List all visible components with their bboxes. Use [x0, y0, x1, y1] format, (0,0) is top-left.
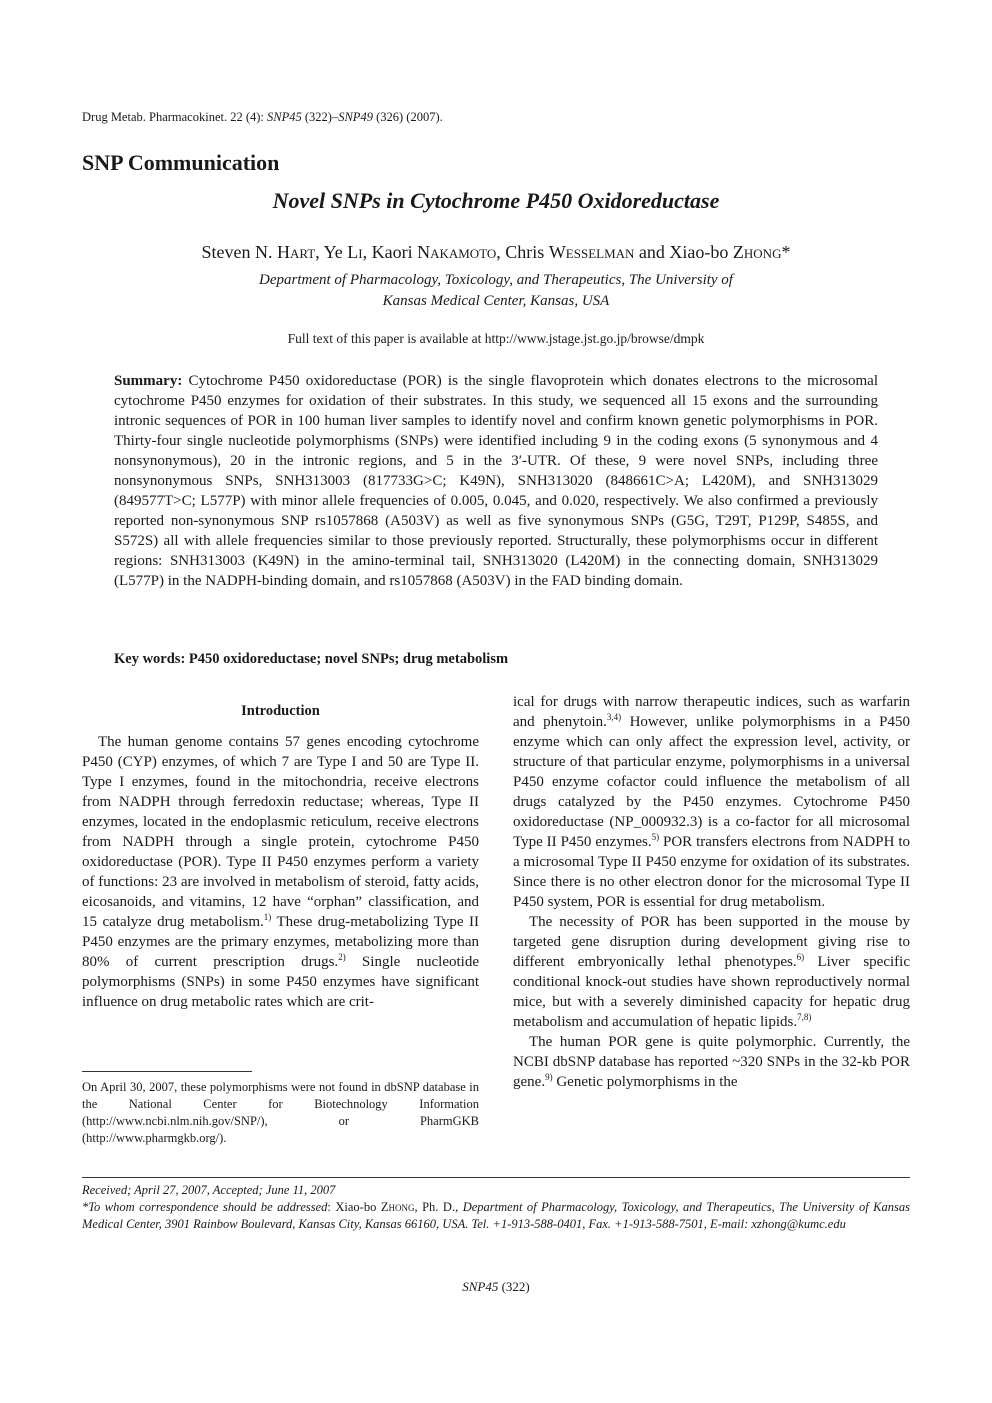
reference-marker: 1) [263, 912, 272, 922]
author-surname: Zhong [732, 242, 782, 262]
paragraph-text: Liver specific conditional knock-out studies have shown reproductively normal mice, but with a severely diminished capacity for hepatic drug metabolism and accumulation of hepatic lipids. [513, 954, 910, 1030]
intro-paragraph-1 [82, 732, 479, 1012]
correspondence-label: *To whom correspondence should be addressed [82, 1200, 328, 1214]
author-text: , Ye [315, 242, 348, 262]
paragraph-text: The human genome contains 57 genes encoding cytochrome P450 (CYP) enzymes, of which 7 are Type I and 50 are Type II. Type I enzymes, found in the mitochondria, receive electrons from NADPH through ferredoxin reductase; whereas, Type II enzymes, located in the endoplasmic reticulum, receive electrons from NADPH through a single protein, cytochrome P450 oxidoreductase (POR). Type II P450 enzymes perform a variety of functions: 23 are involved in metabolism of steroid, fatty acids, eicosanoids, and vitamins, 12 have “orphan” classification, and 15 catalyze drug metabolism. [82, 734, 479, 930]
citation-first-page: SNP45 [267, 110, 302, 124]
author-surname: Nakamoto [417, 242, 497, 262]
author-surname: Hart [277, 242, 316, 262]
journal-citation [82, 110, 443, 125]
author-text: , Kaori [362, 242, 418, 262]
reference-marker: 6) [796, 952, 805, 962]
reference-marker: 2) [338, 952, 346, 962]
bottom-rule [82, 1177, 910, 1178]
paragraph-text: The necessity of POR has been supported in the mouse by targeted gene disruption during development giving rise to different embryonically lethal phenotypes. [513, 914, 910, 970]
reference-marker: 7,8) [797, 1012, 812, 1022]
footnote-rule [82, 1071, 252, 1072]
introduction-heading: Introduction [241, 703, 320, 719]
summary [114, 371, 878, 591]
reference-marker: 5) [651, 832, 660, 842]
corresponding-star: * [781, 242, 791, 262]
author-text: Steven N. [201, 242, 278, 262]
footnote: On April 30, 2007, these polymorphisms were not found in dbSNP database in the National Center for Biotechnology Information (http://www.ncbi.nlm.nih.gov/SNP/), or PharmGKB (http://www.pharmgkb.org/). [82, 1080, 479, 1145]
fulltext-note: Full text of this paper is available at http://www.jstage.jst.go.jp/browse/dmpk [287, 331, 705, 346]
paragraph-text: Single nucleotide polymorphisms (SNPs) in some P450 enzymes have significant influence on drug metabolic rates which are crit- [82, 954, 479, 1010]
paragraph-text: Genetic polymorphisms in the [552, 1074, 738, 1090]
citation-suffix: (326) (2007). [372, 110, 443, 124]
page-number [0, 1279, 992, 1295]
correspondence-surname: Zhong [380, 1200, 415, 1214]
author-surname: Li [347, 242, 363, 262]
reference-marker: 3,4) [606, 712, 622, 722]
author-text: , Chris [496, 242, 549, 262]
keywords: Key words: P450 oxidoreductase; novel SNPs; drug metabolism [114, 651, 509, 667]
section-label: SNP Communication [82, 150, 280, 175]
summary-text: Cytochrome P450 oxidoreductase (POR) is the single flavoprotein which donates electrons to the microsomal cytochrome P450 enzymes for oxidation of their substrates. In this study, we sequenced all 15 exons and the surrounding intronic sequences of POR in 100 human liver samples to identify novel and confirm known genetic polymorphisms in POR. Thirty-four single nucleotide polymorphisms (SNPs) were identified including 9 in the coding exons (5 synonymous and 4 nonsynonymous), 20 in the intronic regions, and 5 in the 3′-UTR. Of these, 9 were novel SNPs, including three nonsynonymous SNPs, SNH313003 (817733G>C; K49N), SNH313020 (848661C>A; L420M), and SNH313029 (849577T>C; L577P) with minor allele frequencies of 0.005, 0.045, and 0.020, respectively. We also confirmed a previously reported non-synonymous SNP rs1057868 (A503V) as well as five synonymous SNPs (G5G, T29T, P129P, S485S, and S572S) all with allele frequencies similar to those previously reported. Structurally, these polymorphisms occur in different regions: SNH313003 (K49N) in the amino-terminal tail, SNH313020 (L420M) in the connecting domain, SNH313029 (L577P) in the NADPH-binding domain, and rs1057868 (A503V) in the FAD binding domain. [114, 373, 878, 589]
correspondence [82, 1199, 910, 1233]
citation-prefix: Drug Metab. Pharmacokinet. 22 (4): [82, 110, 268, 124]
reference-marker: 9) [545, 1072, 553, 1082]
paragraph-text: These drug-metabolizing Type II P450 enzymes are the primary enzymes, metabolizing more than 80% of current prescription drugs. [82, 914, 480, 970]
author-surname: Wesselman [548, 242, 635, 262]
paragraph-text: POR transfers electrons from NADPH to a microsomal Type II P450 enzyme for oxidation of its substrates. Since there is no other electron donor for the microsomal Type II P450 system, POR is essential for drug metabolism. [513, 834, 910, 910]
paragraph-text: However, unlike polymorphisms in a P450 enzyme which can only affect the expression level, activity, or structure of that particular enzyme, polymorphisms in a universal P450 enzyme cofactor could influence the metabolism of all drugs catalyzed by the P450 enzymes. Cytochrome P450 oxidoreductase (NP_000932.3) is a co-factor for all microsomal Type II P450 enzymes. [513, 714, 911, 850]
affiliation [150, 270, 842, 312]
left-column [82, 732, 479, 1012]
page-number-label: SNP45 [462, 1279, 499, 1294]
correspondence-text: : Xiao-bo [327, 1200, 381, 1214]
intro-paragraph-2 [513, 912, 910, 1032]
author-list [0, 242, 992, 263]
received-dates: Received; April 27, 2007, Accepted; June 11, 2007 [82, 1183, 336, 1197]
correspondence-text: , Ph. D., [414, 1200, 463, 1214]
paragraph-text: The human POR gene is quite polymorphic. Currently, the NCBI dbSNP database has reported ~320 SNPs in the 32-kb POR gene. [513, 1034, 910, 1090]
summary-label: Summary: [114, 373, 183, 389]
citation-first-page-num: (322)– [301, 110, 339, 124]
page-number-num: (322) [498, 1279, 530, 1294]
paper-title: Novel SNPs in Cytochrome P450 Oxidoreductase [272, 188, 720, 213]
author-text: and Xiao-bo [634, 242, 733, 262]
affiliation-line: Kansas Medical Center, Kansas, USA [382, 293, 610, 309]
right-column [513, 692, 910, 1092]
citation-last-page: SNP49 [338, 110, 373, 124]
intro-paragraph-1-continued [513, 692, 910, 912]
intro-paragraph-3 [513, 1032, 910, 1092]
affiliation-line: Department of Pharmacology, Toxicology, and Therapeutics, The University of [259, 272, 733, 288]
paragraph-text: ical for drugs with narrow therapeutic indices, such as warfarin and phenytoin. [513, 694, 910, 730]
correspondence-address: Department of Pharmacology, Toxicology, and Therapeutics, The University of Kansas Medical Center, 3901 Rainbow Boulevard, Kansas City, Kansas 66160, USA. Tel. +1-913-588-0401, Fax. +1-913-588-7501, E-mail: xzhong@kumc.edu [82, 1200, 911, 1231]
